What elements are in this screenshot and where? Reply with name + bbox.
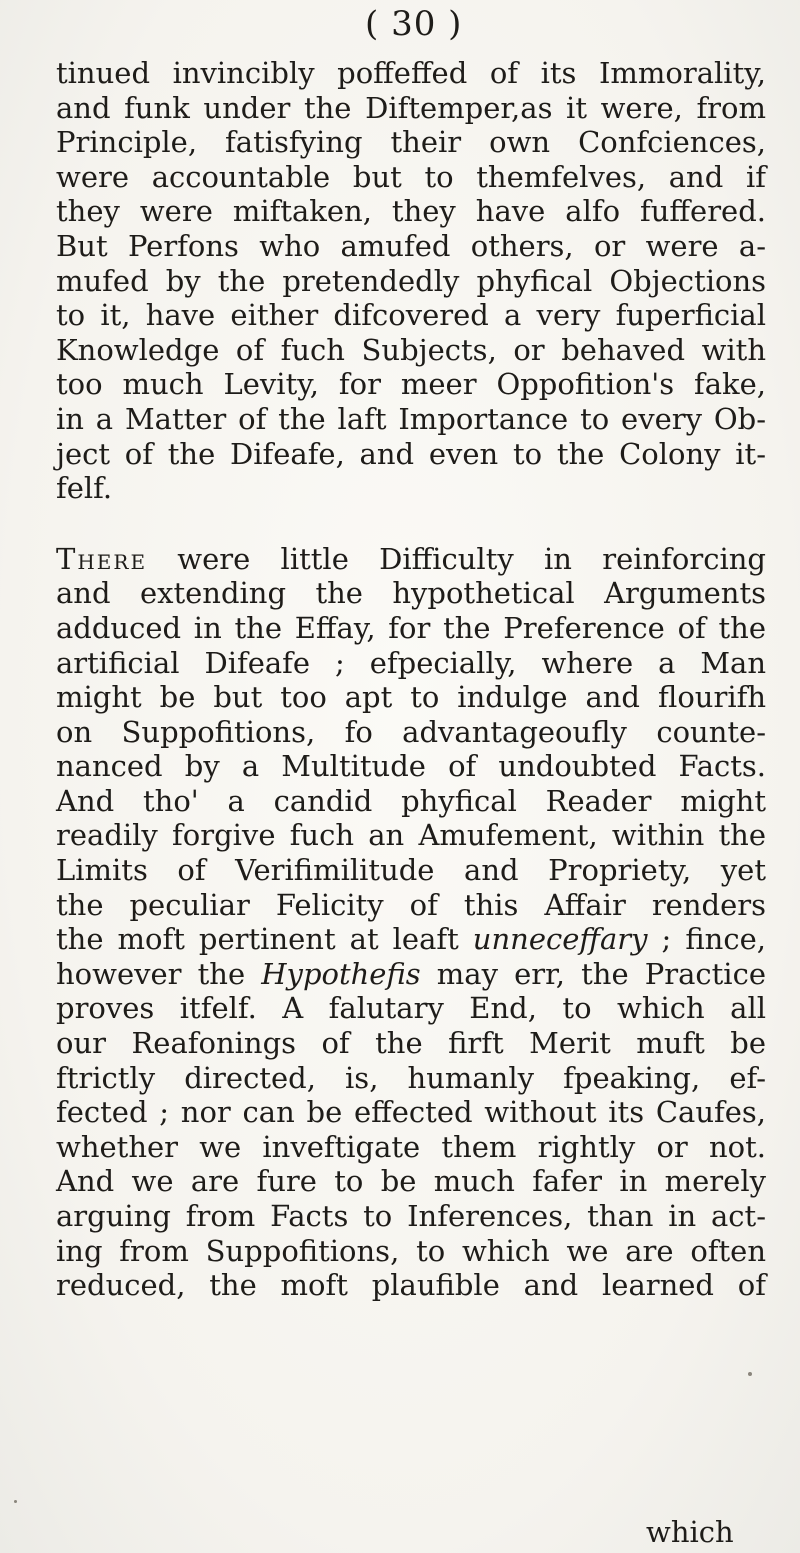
text-line: And we are fure to be much fafer in merely bbox=[56, 1164, 766, 1199]
catchword: which bbox=[646, 1515, 734, 1549]
text-line: and extending the hypothetical Arguments bbox=[56, 576, 766, 611]
text-line: in a Matter of the laft Importance to every Ob- bbox=[56, 401, 766, 436]
text-line: they were miftaken, they have alfo fuffered. bbox=[56, 194, 766, 229]
text-line: our Reafonings of the firft Merit muft be bbox=[56, 1026, 766, 1061]
text-run: were little Difficulty in reinforcing bbox=[147, 541, 766, 576]
text-line: were accountable but to themfelves, and if bbox=[56, 159, 766, 194]
text-line: and funk under the Diftemper,as it were, from bbox=[56, 90, 766, 125]
text-line: mufed by the pretendedly phyfical Objections bbox=[56, 263, 766, 298]
text-line: ing from Suppofitions, to which we are often bbox=[56, 1233, 766, 1268]
text-line: Limits of Verifimilitude and Propriety, yet bbox=[56, 853, 766, 888]
text-line: ftrictly directed, is, humanly fpeaking, ef- bbox=[56, 1060, 766, 1095]
text-line: And tho' a candid phyfical Reader might bbox=[56, 783, 766, 818]
text-line: proves itfelf. A falutary End, to which all bbox=[56, 991, 766, 1026]
text-line: ject of the Difeafe, and even to the Colony it- bbox=[56, 436, 766, 471]
text-line: to it, have either difcovered a very fuperficial bbox=[56, 298, 766, 333]
paragraph-gap bbox=[56, 506, 766, 542]
italic-word: Hypothefis bbox=[261, 956, 421, 991]
text-run: the moft pertinent at leaft bbox=[56, 922, 473, 957]
text-line: tinued invincibly poffeffed of its Immorality, bbox=[56, 56, 766, 90]
text-run: may err, the Practice bbox=[420, 956, 766, 991]
text-line: Principle, fatisfying their own Confciences, bbox=[56, 125, 766, 160]
text-line: But Perfons who amufed others, or were a- bbox=[56, 228, 766, 263]
text-line: readily forgive fuch an Amufement, within the bbox=[56, 818, 766, 853]
text-line bbox=[56, 957, 766, 992]
text-line: Knowledge of fuch Subjects, or behaved with bbox=[56, 332, 766, 367]
text-line: too much Levity, for meer Oppofition's fake, bbox=[56, 367, 766, 402]
text-line: whether we inveftigate them rightly or not. bbox=[56, 1129, 766, 1164]
text-line: nanced by a Multitude of undoubted Facts. bbox=[56, 749, 766, 784]
text-run: however the bbox=[56, 956, 262, 991]
body-text bbox=[56, 56, 766, 1303]
text-line: artificial Difeafe ; efpecially, where a Man bbox=[56, 645, 766, 680]
text-line: fected ; nor can be effected without its Caufes, bbox=[56, 1095, 766, 1130]
text-line: reduced, the moft plaufible and learned of bbox=[56, 1268, 766, 1303]
text-line: the peculiar Felicity of this Affair renders bbox=[56, 887, 766, 922]
text-line: adduced in the Effay, for the Preference of the bbox=[56, 610, 766, 645]
text-line: arguing from Facts to Inferences, than in act- bbox=[56, 1199, 766, 1233]
text-line bbox=[56, 542, 766, 577]
text-line: felf. bbox=[56, 471, 113, 506]
paragraph-lead-word: There bbox=[56, 541, 148, 576]
text-line bbox=[56, 922, 766, 957]
ink-speck bbox=[14, 1500, 17, 1503]
italic-word: unneceffary bbox=[472, 922, 648, 957]
page-number: ( 30 ) bbox=[365, 4, 463, 44]
text-line: on Suppofitions, fo advantageoufly counte- bbox=[56, 714, 766, 749]
ink-speck bbox=[748, 1372, 752, 1376]
text-run: ; fince, bbox=[647, 922, 766, 957]
text-line: might be but too apt to indulge and flourifh bbox=[56, 680, 766, 715]
